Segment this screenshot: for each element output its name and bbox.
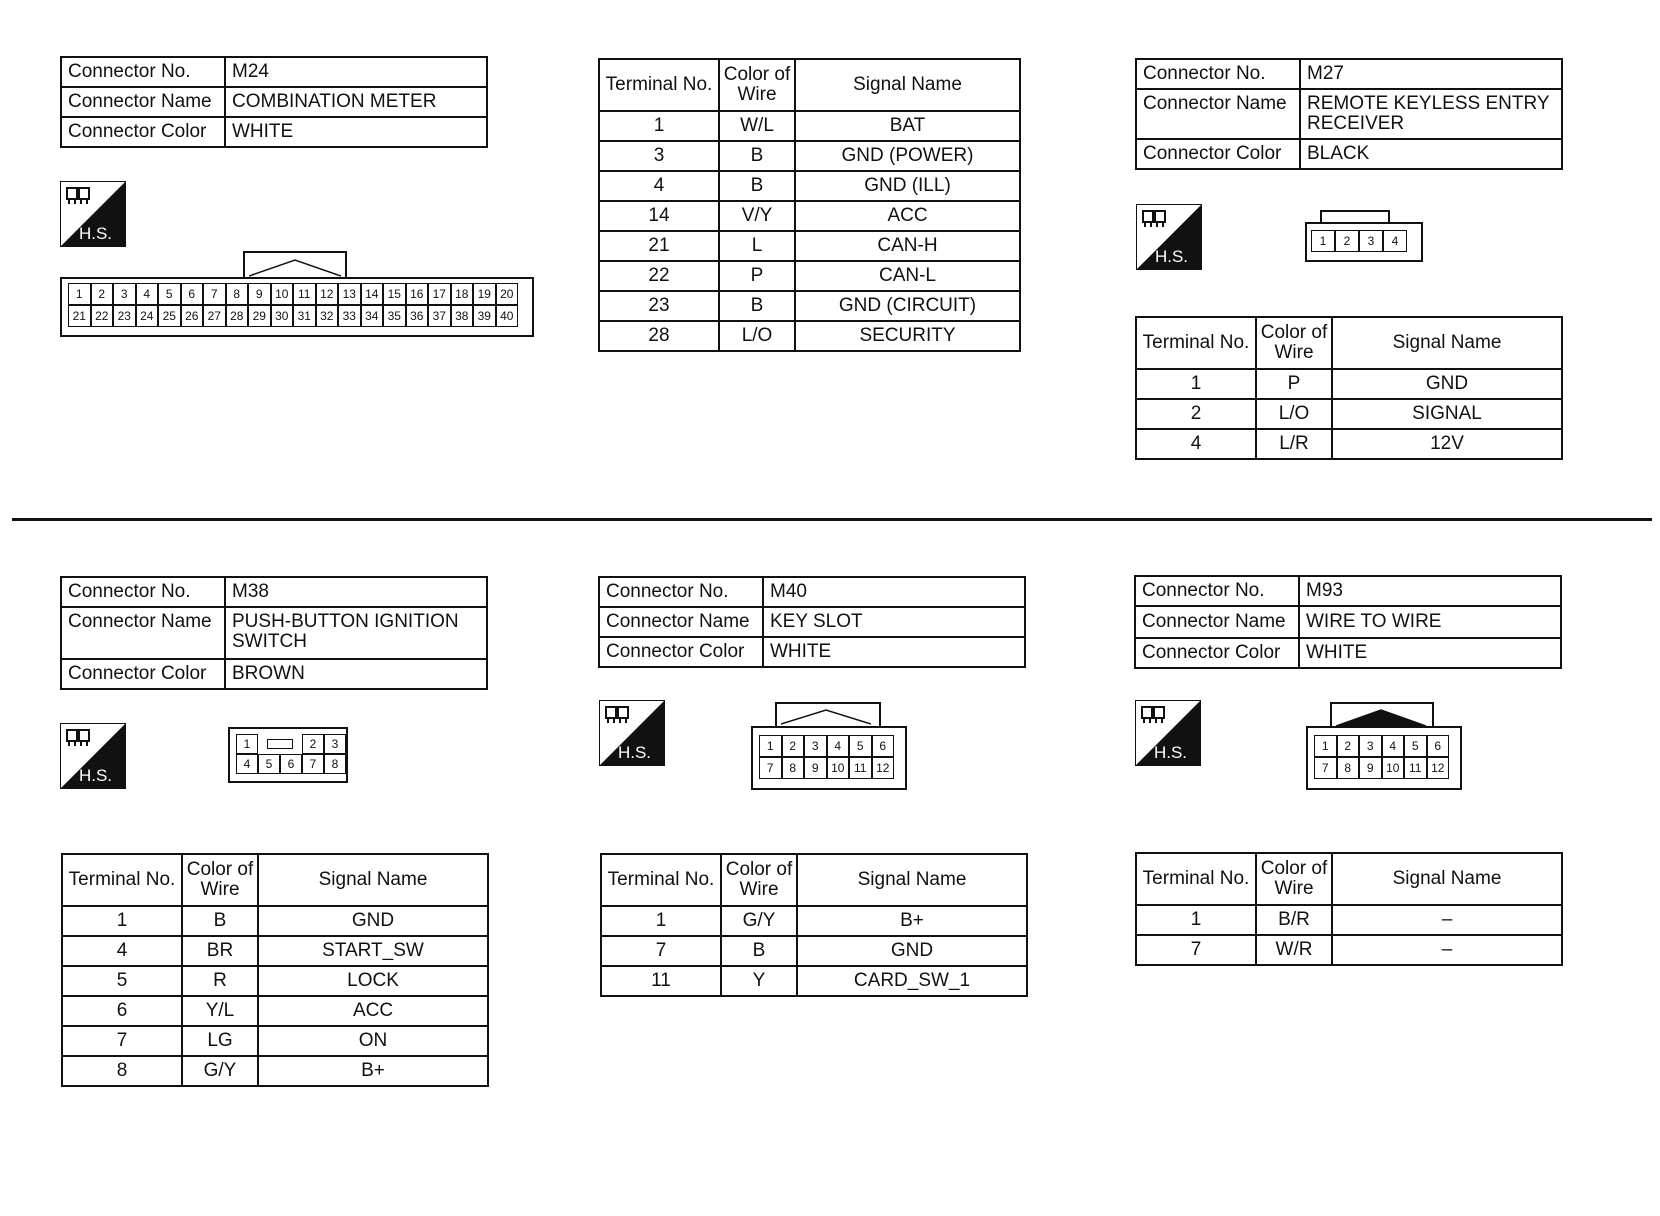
connector-color-value: BROWN [225,659,487,689]
pin: 5 [849,735,872,757]
pin: 13 [338,283,361,305]
signal-name-cell: GND (POWER) [795,141,1020,171]
pin: 33 [338,305,361,327]
connector-color-label: Connector Color [61,659,225,689]
pin: 1 [68,283,91,305]
connector-no-label: Connector No. [599,577,763,607]
pin: 2 [302,734,324,754]
table-row [62,1056,488,1086]
table-row [1136,429,1562,459]
m40-info-table [598,576,1026,668]
pin: 28 [226,305,249,327]
pin: 15 [383,283,406,305]
terminal-no-cell: 4 [1136,429,1256,459]
signal-name-header: Signal Name [1332,317,1562,369]
table-row [1136,369,1562,399]
pin: 12 [1427,757,1450,779]
connector-no-value: M24 [225,57,487,87]
section-divider [12,518,1652,521]
hs-icon [60,723,126,789]
pin: 29 [248,305,271,327]
terminal-no-cell: 22 [599,261,719,291]
terminal-no-cell: 14 [599,201,719,231]
signal-name-cell: SIGNAL [1332,399,1562,429]
hs-label: H.S. [617,743,651,762]
terminal-no-header: Terminal No. [62,854,182,906]
signal-name-header: Signal Name [797,854,1027,906]
terminal-no-cell: 1 [1136,369,1256,399]
m38-info-table [60,576,488,690]
terminal-no-cell: 6 [62,996,182,1026]
wire-color-cell: L/O [719,321,795,351]
pin: 1 [1314,735,1337,757]
terminal-no-cell: 21 [599,231,719,261]
table-row [599,141,1020,171]
pin: 2 [782,735,805,757]
connector-no-label: Connector No. [61,57,225,87]
pin: 4 [1382,735,1405,757]
terminal-no-header: Terminal No. [1136,317,1256,369]
connector-name-value: COMBINATION METER [225,87,487,117]
pin: 12 [872,757,895,779]
connector-name-value: WIRE TO WIRE [1299,606,1561,638]
connector-color-label: Connector Color [599,637,763,667]
connector-name-value: KEY SLOT [763,607,1025,637]
pin: 9 [1359,757,1382,779]
terminal-no-cell: 28 [599,321,719,351]
pin: 6 [181,283,204,305]
terminal-no-cell: 7 [601,936,721,966]
pin: 27 [203,305,226,327]
pin: 7 [1314,757,1337,779]
connector-lock [258,734,302,754]
table-row [601,936,1027,966]
pin: 3 [1359,735,1382,757]
connector-no-label: Connector No. [61,577,225,607]
pin: 6 [1427,735,1450,757]
hs-icon [60,181,126,247]
pin: 12 [316,283,339,305]
table-row [599,321,1020,351]
terminal-no-cell: 1 [1136,905,1256,935]
pin: 38 [451,305,474,327]
connector-no-label: Connector No. [1135,576,1299,606]
connector-color-label: Connector Color [1135,638,1299,668]
pin: 20 [496,283,519,305]
table-row [62,1026,488,1056]
pin: 25 [158,305,181,327]
pin: 14 [361,283,384,305]
pin: 4 [136,283,159,305]
hs-icon [1136,204,1202,270]
table-row [62,996,488,1026]
pin: 6 [872,735,895,757]
terminal-no-header: Terminal No. [599,59,719,111]
signal-name-cell: 12V [1332,429,1562,459]
pin: 17 [428,283,451,305]
wire-color-cell: G/Y [721,906,797,936]
pin: 4 [236,754,258,774]
signal-name-cell: CAN-L [795,261,1020,291]
m93-terminal-table [1135,852,1563,966]
table-row [599,111,1020,141]
terminal-no-cell: 3 [599,141,719,171]
pin: 5 [1404,735,1427,757]
signal-name-cell: CARD_SW_1 [797,966,1027,996]
pin: 7 [759,757,782,779]
table-row [62,906,488,936]
pin: 32 [316,305,339,327]
pin: 2 [91,283,114,305]
wire-color-cell: Y [721,966,797,996]
connector-color-value: WHITE [763,637,1025,667]
table-row [599,261,1020,291]
signal-name-cell: – [1332,905,1562,935]
pin: 23 [113,305,136,327]
wire-color-cell: B/R [1256,905,1332,935]
signal-name-cell: BAT [795,111,1020,141]
pin: 8 [226,283,249,305]
table-row [599,201,1020,231]
m93-info-table [1134,575,1562,669]
m24-info-table [60,56,488,148]
connector-color-label: Connector Color [1136,139,1300,169]
pin: 11 [293,283,316,305]
pin: 4 [827,735,850,757]
pin: 1 [759,735,782,757]
wire-color-cell: G/Y [182,1056,258,1086]
connector-name-label: Connector Name [1136,89,1300,139]
pin: 31 [293,305,316,327]
pin: 22 [91,305,114,327]
connector-no-value: M93 [1299,576,1561,606]
table-row [599,231,1020,261]
terminal-no-header: Terminal No. [1136,853,1256,905]
pin: 21 [68,305,91,327]
wire-color-cell: V/Y [719,201,795,231]
pin: 24 [136,305,159,327]
table-row [62,966,488,996]
terminal-no-cell: 1 [601,906,721,936]
hs-label: H.S. [1153,743,1187,762]
m38-terminal-table [61,853,489,1087]
hs-label: H.S. [78,224,112,243]
connector-name-label: Connector Name [1135,606,1299,638]
table-row [1136,935,1562,965]
connector-color-value: BLACK [1300,139,1562,169]
pin: 2 [1335,230,1359,252]
pin: 35 [383,305,406,327]
pin: 8 [324,754,346,774]
hs-label: H.S. [1154,247,1188,266]
connector-name-value: REMOTE KEYLESS ENTRY RECEIVER [1300,89,1562,139]
connector-name-value: PUSH-BUTTON IGNITION SWITCH [225,607,487,659]
wire-color-cell: L/O [1256,399,1332,429]
signal-name-cell: LOCK [258,966,488,996]
signal-name-cell: B+ [797,906,1027,936]
signal-name-header: Signal Name [795,59,1020,111]
signal-name-cell: GND [797,936,1027,966]
terminal-no-cell: 4 [599,171,719,201]
pin: 4 [1383,230,1407,252]
connector-name-label: Connector Name [61,87,225,117]
wire-color-cell: L [719,231,795,261]
pin: 10 [827,757,850,779]
pin: 19 [473,283,496,305]
table-row [599,291,1020,321]
pin: 34 [361,305,384,327]
pin: 1 [1311,230,1335,252]
pin: 5 [158,283,181,305]
pin: 3 [324,734,346,754]
connector-name-label: Connector Name [61,607,225,659]
pin: 10 [271,283,294,305]
pin: 1 [236,734,258,754]
pin: 11 [849,757,872,779]
connector-no-value: M40 [763,577,1025,607]
wire-color-cell: B [719,291,795,321]
wire-color-cell: P [1256,369,1332,399]
wire-color-cell: B [182,906,258,936]
connector-color-value: WHITE [1299,638,1561,668]
pin: 18 [451,283,474,305]
pin: 30 [271,305,294,327]
terminal-no-cell: 1 [62,906,182,936]
color-of-wire-header: Color of Wire [719,59,795,111]
signal-name-cell: ACC [258,996,488,1026]
wire-color-cell: BR [182,936,258,966]
pin: 16 [406,283,429,305]
terminal-no-header: Terminal No. [601,854,721,906]
terminal-no-cell: 7 [62,1026,182,1056]
signal-name-header: Signal Name [1332,853,1562,905]
connector-color-value: WHITE [225,117,487,147]
signal-name-cell: B+ [258,1056,488,1086]
m40-terminal-table [600,853,1028,997]
terminal-no-cell: 23 [599,291,719,321]
connector-no-value: M27 [1300,59,1562,89]
wire-color-cell: B [719,141,795,171]
table-row [62,936,488,966]
signal-name-cell: GND (CIRCUIT) [795,291,1020,321]
signal-name-cell: GND [258,906,488,936]
pin: 11 [1404,757,1427,779]
connector-color-label: Connector Color [61,117,225,147]
color-of-wire-header: Color of Wire [1256,317,1332,369]
signal-name-cell: SECURITY [795,321,1020,351]
wire-color-cell: R [182,966,258,996]
table-row [599,171,1020,201]
m27-terminal-table [1135,316,1563,460]
pin: 8 [782,757,805,779]
wire-color-cell: Y/L [182,996,258,1026]
connector-no-label: Connector No. [1136,59,1300,89]
hs-icon [599,700,665,766]
m24-terminal-table [598,58,1021,352]
connector-no-value: M38 [225,577,487,607]
signal-name-cell: ACC [795,201,1020,231]
signal-name-cell: – [1332,935,1562,965]
pin: 3 [804,735,827,757]
hs-label: H.S. [78,766,112,785]
signal-name-header: Signal Name [258,854,488,906]
signal-name-cell: GND [1332,369,1562,399]
terminal-no-cell: 1 [599,111,719,141]
terminal-no-cell: 7 [1136,935,1256,965]
pin: 36 [406,305,429,327]
signal-name-cell: ON [258,1026,488,1056]
pin: 2 [1337,735,1360,757]
wire-color-cell: B [719,171,795,201]
pin: 8 [1337,757,1360,779]
pin: 9 [804,757,827,779]
wire-color-cell: P [719,261,795,291]
color-of-wire-header: Color of Wire [1256,853,1332,905]
pin: 9 [248,283,271,305]
wire-color-cell: W/R [1256,935,1332,965]
terminal-no-cell: 5 [62,966,182,996]
hs-icon [1135,700,1201,766]
connector-name-label: Connector Name [599,607,763,637]
pin: 3 [113,283,136,305]
terminal-no-cell: 8 [62,1056,182,1086]
pin: 40 [496,305,519,327]
pin: 10 [1382,757,1405,779]
table-row [601,966,1027,996]
pin: 3 [1359,230,1383,252]
color-of-wire-header: Color of Wire [182,854,258,906]
pin: 26 [181,305,204,327]
pin: 39 [473,305,496,327]
pin: 6 [280,754,302,774]
terminal-no-cell: 11 [601,966,721,996]
terminal-no-cell: 2 [1136,399,1256,429]
table-row [1136,399,1562,429]
wire-color-cell: L/R [1256,429,1332,459]
wire-color-cell: B [721,936,797,966]
signal-name-cell: CAN-H [795,231,1020,261]
terminal-no-cell: 4 [62,936,182,966]
pin: 37 [428,305,451,327]
pin: 7 [203,283,226,305]
table-row [601,906,1027,936]
pin: 7 [302,754,324,774]
pin: 5 [258,754,280,774]
table-row [1136,905,1562,935]
signal-name-cell: START_SW [258,936,488,966]
signal-name-cell: GND (ILL) [795,171,1020,201]
color-of-wire-header: Color of Wire [721,854,797,906]
m27-info-table [1135,58,1563,170]
wire-color-cell: W/L [719,111,795,141]
wire-color-cell: LG [182,1026,258,1056]
